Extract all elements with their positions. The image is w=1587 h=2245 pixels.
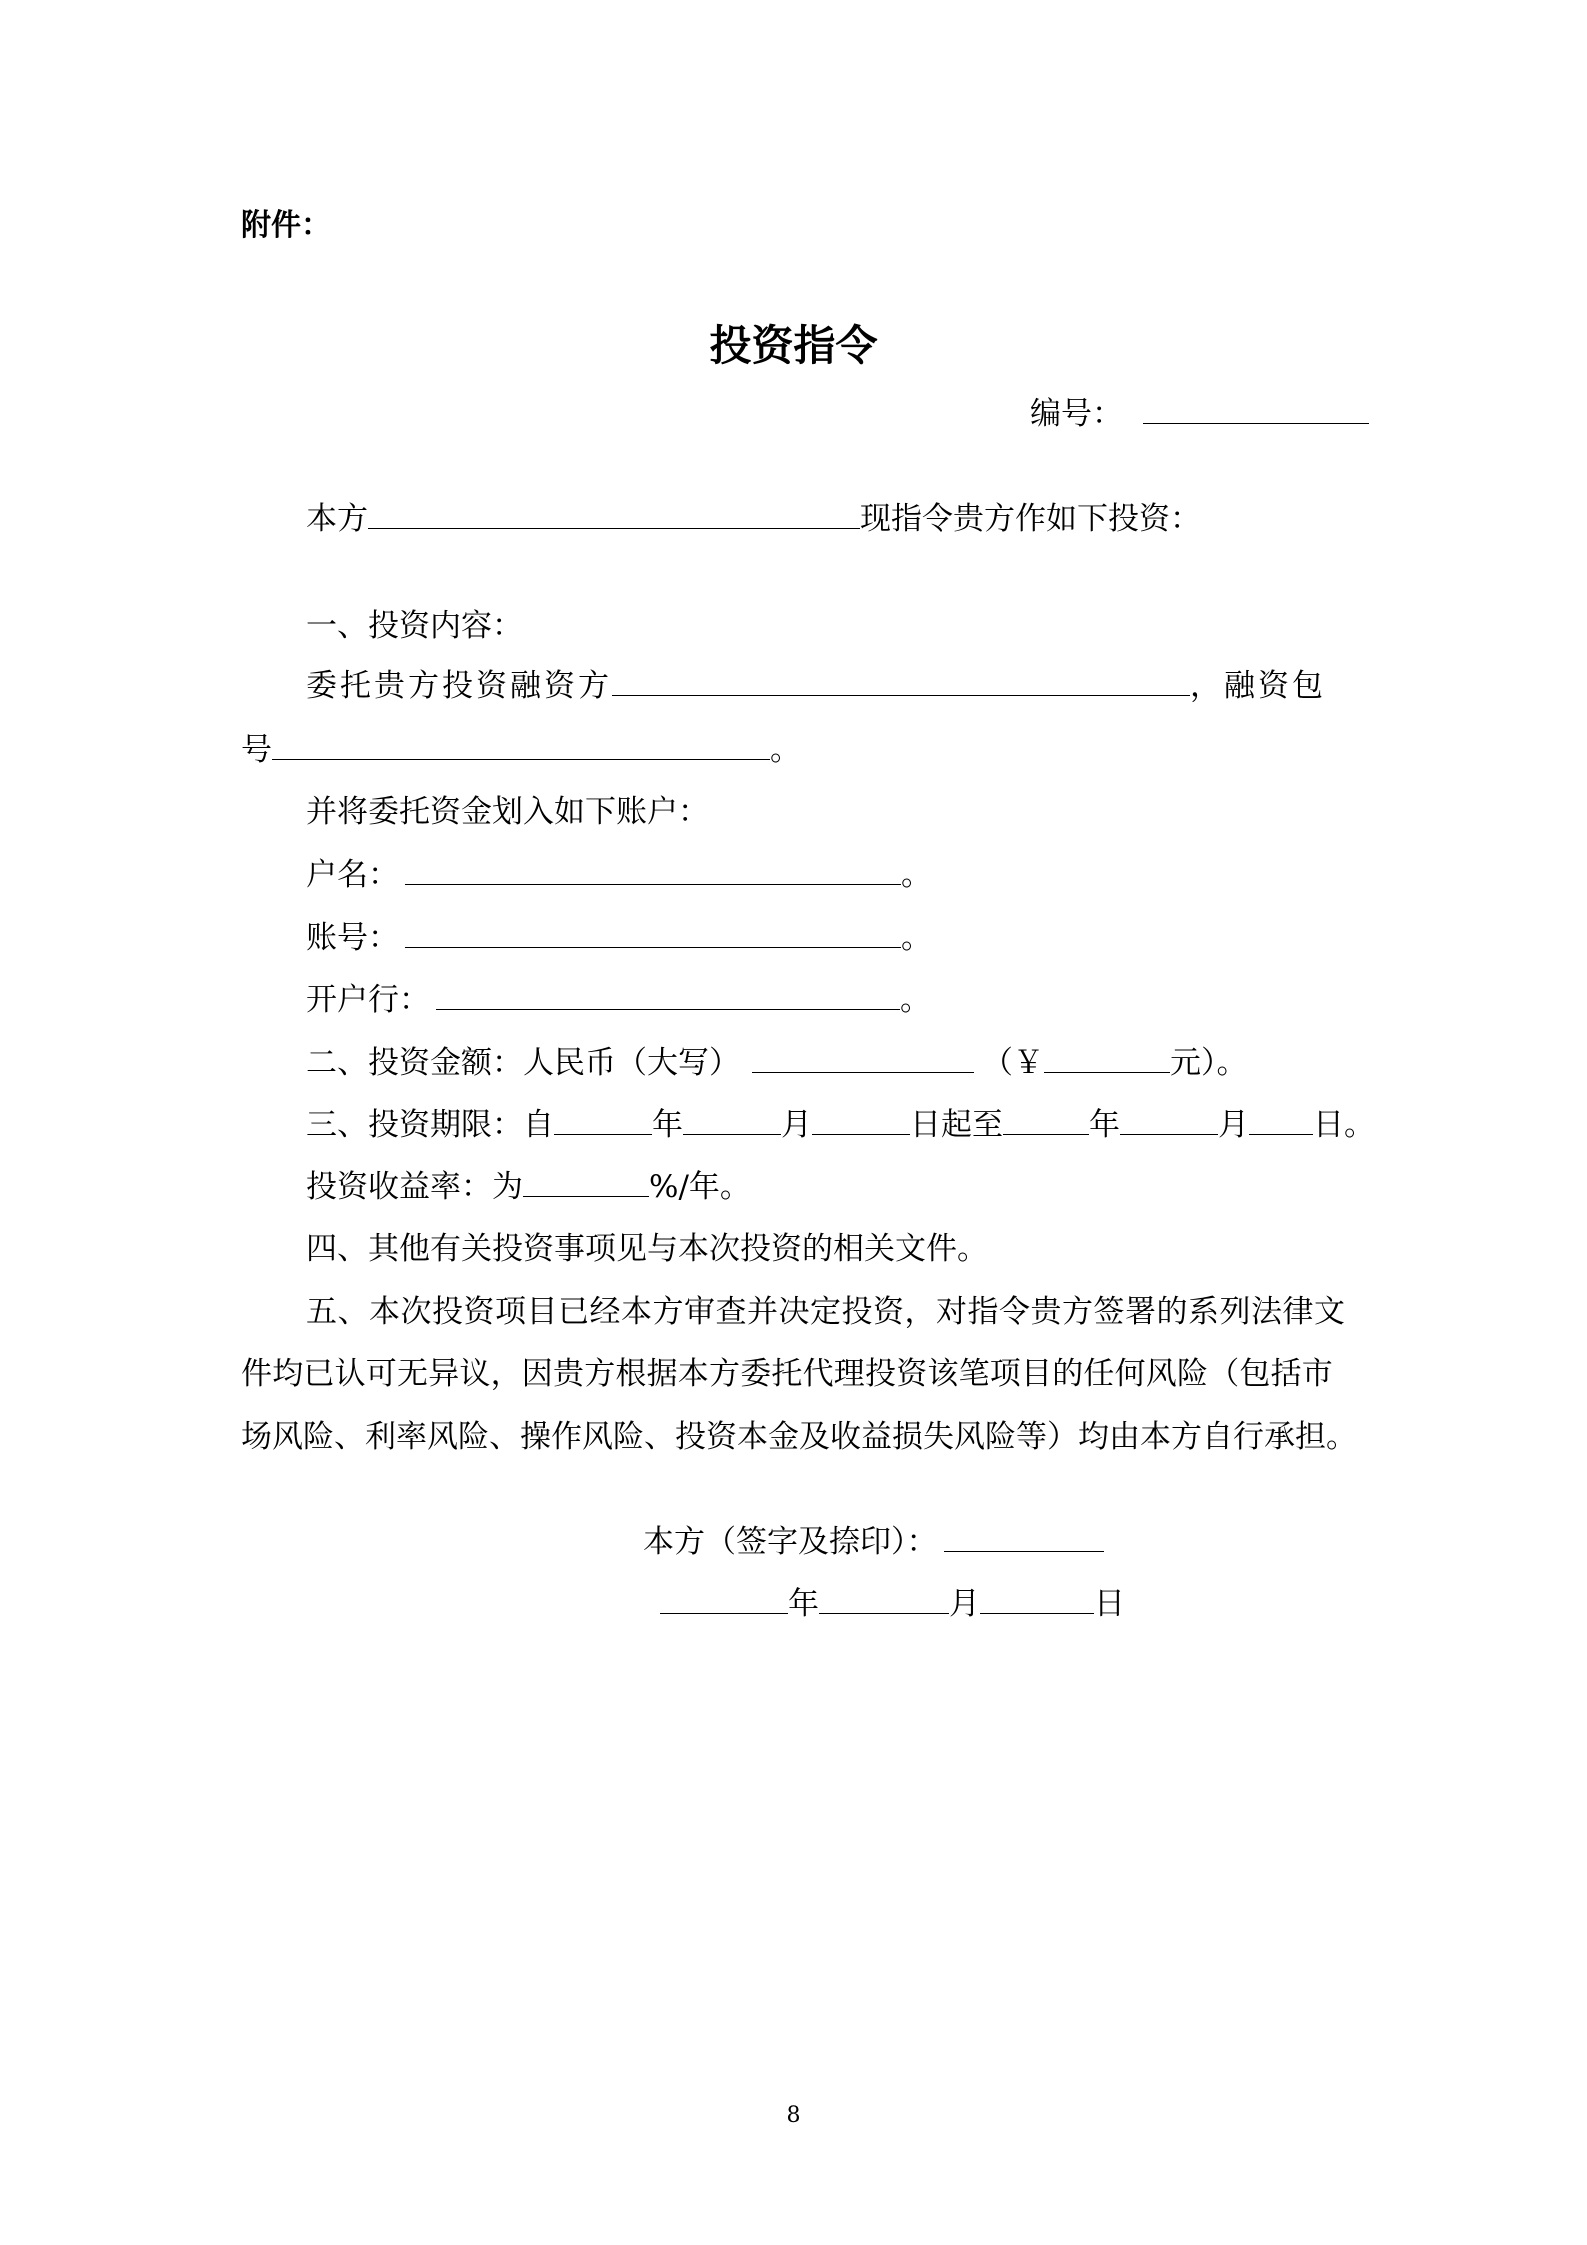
section2-amount-line xyxy=(306,1043,1248,1083)
signature-day-field[interactable] xyxy=(980,1585,1094,1614)
serial-number-field[interactable] xyxy=(1143,395,1369,424)
section5-line3: 场风险、利率风险、操作风险、投资本金及收益损失风险等）均由本方自行承担。 xyxy=(241,1419,1357,1455)
bank-label: 开户行： xyxy=(306,982,430,1018)
financing-party-field[interactable] xyxy=(612,667,1190,696)
section1-line2 xyxy=(241,730,801,770)
intro-suffix: 现指令贵方作如下投资： xyxy=(860,501,1201,537)
package-number-field[interactable] xyxy=(272,731,770,760)
amount-yen-open: （￥ xyxy=(982,1045,1044,1081)
term-start-day-field[interactable] xyxy=(812,1106,910,1135)
term-end-day-field[interactable] xyxy=(1249,1106,1313,1135)
term-year-label: 年 xyxy=(652,1107,683,1143)
term-end-month-field[interactable] xyxy=(1120,1106,1218,1135)
page-number: 8 xyxy=(786,2103,801,2128)
term-end-year-field[interactable] xyxy=(1003,1106,1089,1135)
intro-prefix: 本方 xyxy=(306,501,368,537)
financing-party-label: 委托贵方投资融资方 xyxy=(306,668,612,704)
section4-text: 四、其他有关投资事项见与本次投资的相关文件。 xyxy=(306,1231,988,1267)
term-year2-label: 年 xyxy=(1089,1107,1120,1143)
term-month2-label: 月 xyxy=(1218,1107,1249,1143)
rate-unit: %/年。 xyxy=(649,1169,751,1205)
amount-figures-field[interactable] xyxy=(1044,1044,1170,1073)
signature-field[interactable] xyxy=(944,1523,1104,1552)
amount-label: 二、投资金额：人民币（大写） xyxy=(306,1045,740,1081)
bank-end: 。 xyxy=(900,982,931,1018)
account-name-line xyxy=(306,855,932,895)
term-label: 三、投资期限：自 xyxy=(306,1107,554,1143)
account-name-label: 户名： xyxy=(306,857,399,893)
term-start-month-field[interactable] xyxy=(683,1106,781,1135)
serial-number-label: 编号： xyxy=(1030,396,1123,432)
rate-label: 投资收益率：为 xyxy=(306,1169,523,1205)
principal-name-field[interactable] xyxy=(368,500,860,529)
amount-words-field[interactable] xyxy=(752,1044,974,1073)
serial-number-line xyxy=(1030,394,1369,434)
section5-line1: 五、本次投资项目已经本方审查并决定投资，对指令贵方签署的系列法律文 xyxy=(306,1294,1346,1330)
intro-line xyxy=(306,499,1201,539)
account-number-label: 账号： xyxy=(306,920,399,956)
package-number-label: 号 xyxy=(241,732,272,768)
term-day-from-label: 日起至 xyxy=(910,1107,1003,1143)
account-name-field[interactable] xyxy=(405,856,901,885)
amount-yen-close: 元）。 xyxy=(1170,1045,1248,1081)
signature-line xyxy=(643,1522,1104,1562)
section1-line1 xyxy=(306,666,1326,706)
account-number-line xyxy=(306,918,932,958)
rate-line xyxy=(306,1167,751,1207)
term-month-label: 月 xyxy=(781,1107,812,1143)
signature-year-label: 年 xyxy=(788,1586,819,1622)
bank-field[interactable] xyxy=(436,981,900,1010)
signature-month-field[interactable] xyxy=(819,1585,949,1614)
signature-year-field[interactable] xyxy=(660,1585,788,1614)
transfer-instruction: 并将委托资金划入如下账户： xyxy=(306,794,709,830)
signature-day-label: 日 xyxy=(1094,1586,1125,1622)
document-title: 投资指令 xyxy=(709,321,878,370)
package-number-end: 。 xyxy=(770,732,801,768)
account-name-end: 。 xyxy=(901,857,932,893)
bank-line xyxy=(306,980,931,1020)
account-number-field[interactable] xyxy=(405,919,901,948)
term-day-end-label: 日。 xyxy=(1313,1107,1375,1143)
account-number-end: 。 xyxy=(901,920,932,956)
section5-line2: 件均已认可无异议，因贵方根据本方委托代理投资该笔项目的任何风险（包括市 xyxy=(241,1356,1333,1392)
term-start-year-field[interactable] xyxy=(554,1106,652,1135)
signature-month-label: 月 xyxy=(949,1586,980,1622)
section3-term-line xyxy=(306,1105,1375,1145)
attachment-label: 附件： xyxy=(241,208,331,243)
section1-heading: 一、投资内容： xyxy=(306,608,523,644)
signature-date-line xyxy=(660,1584,1125,1624)
rate-field[interactable] xyxy=(523,1168,649,1197)
signature-label: 本方（签字及捺印）： xyxy=(643,1524,938,1560)
financing-package-label: ，融资包 xyxy=(1190,668,1326,704)
